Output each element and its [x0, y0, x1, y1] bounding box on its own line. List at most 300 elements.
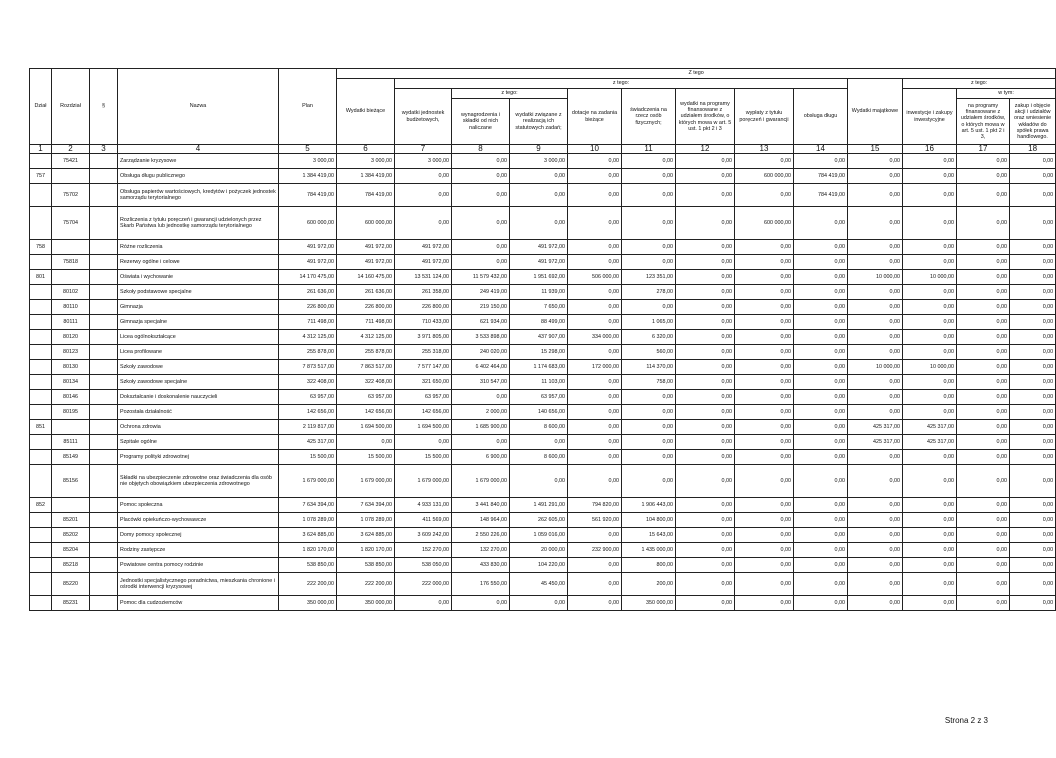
- cell-value: 0,00: [1010, 315, 1056, 330]
- cell-value: 0,00: [957, 207, 1010, 240]
- cell-value: 3 609 242,00: [395, 528, 452, 543]
- cell-value: 15 643,00: [622, 528, 676, 543]
- cell-value: 0,00: [568, 255, 622, 270]
- cell-value: 0,00: [957, 285, 1010, 300]
- cell-value: 0,00: [676, 450, 735, 465]
- cell-paragraf: [90, 240, 118, 255]
- cell-value: 0,00: [676, 300, 735, 315]
- header-z-tego-majatkowe: z tego:: [903, 79, 1056, 89]
- cell-value: 0,00: [676, 315, 735, 330]
- cell-value: 0,00: [794, 573, 848, 596]
- cell-value: 0,00: [848, 300, 903, 315]
- cell-value: 63 957,00: [510, 390, 568, 405]
- table-row: [30, 375, 1056, 390]
- column-number: 16: [903, 145, 957, 154]
- cell-value: 0,00: [903, 169, 957, 184]
- cell-value: 10 000,00: [848, 360, 903, 375]
- cell-value: 0,00: [957, 390, 1010, 405]
- cell-paragraf: [90, 169, 118, 184]
- cell-value: 0,00: [568, 420, 622, 435]
- cell-value: 20 000,00: [510, 543, 568, 558]
- cell-value: 0,00: [622, 465, 676, 498]
- cell-value: 600 000,00: [735, 169, 794, 184]
- cell-rozdzial: 85204: [52, 543, 90, 558]
- cell-nazwa: Rezerwy ogólne i celowe: [118, 255, 279, 270]
- cell-nazwa: Gimnazja specjalne: [118, 315, 279, 330]
- cell-value: 0,00: [735, 420, 794, 435]
- header-rozdzial: Rozdział: [52, 69, 90, 145]
- cell-value: 0,00: [622, 240, 676, 255]
- cell-value: 0,00: [903, 255, 957, 270]
- cell-value: 0,00: [676, 405, 735, 420]
- cell-value: 0,00: [794, 315, 848, 330]
- table-row: [30, 270, 1056, 285]
- cell-value: 0,00: [622, 184, 676, 207]
- cell-value: 0,00: [848, 543, 903, 558]
- column-number: 8: [452, 145, 510, 154]
- cell-rozdzial: [52, 498, 90, 513]
- cell-value: 1 906 443,00: [622, 498, 676, 513]
- cell-value: 538 050,00: [395, 558, 452, 573]
- cell-rozdzial: [52, 420, 90, 435]
- cell-value: 0,00: [794, 375, 848, 390]
- cell-value: 0,00: [510, 465, 568, 498]
- cell-value: 240 020,00: [452, 345, 510, 360]
- cell-value: 0,00: [395, 207, 452, 240]
- cell-value: 538 850,00: [337, 558, 395, 573]
- cell-value: 0,00: [957, 345, 1010, 360]
- cell-value: 0,00: [848, 405, 903, 420]
- cell-value: 0,00: [848, 285, 903, 300]
- cell-value: 0,00: [848, 315, 903, 330]
- column-number: 15: [848, 145, 903, 154]
- cell-value: 0,00: [1010, 528, 1056, 543]
- cell-value: 0,00: [510, 596, 568, 611]
- cell-value: 0,00: [568, 435, 622, 450]
- cell-value: 14 160 475,00: [337, 270, 395, 285]
- cell-value: 0,00: [735, 345, 794, 360]
- cell-value: 0,00: [735, 375, 794, 390]
- cell-rozdzial: [52, 240, 90, 255]
- cell-value: 261 636,00: [279, 285, 337, 300]
- cell-value: 0,00: [1010, 465, 1056, 498]
- cell-value: 0,00: [735, 330, 794, 345]
- cell-paragraf: [90, 498, 118, 513]
- cell-value: 15 500,00: [337, 450, 395, 465]
- cell-value: 0,00: [794, 405, 848, 420]
- cell-value: 0,00: [848, 390, 903, 405]
- cell-value: 0,00: [735, 255, 794, 270]
- cell-value: 0,00: [452, 435, 510, 450]
- cell-value: 600 000,00: [337, 207, 395, 240]
- cell-value: 0,00: [568, 375, 622, 390]
- column-number: 11: [622, 145, 676, 154]
- cell-value: 0,00: [676, 207, 735, 240]
- cell-value: 0,00: [957, 184, 1010, 207]
- cell-dzial: 851: [30, 420, 52, 435]
- cell-value: 10 000,00: [848, 270, 903, 285]
- cell-value: 3 624 885,00: [279, 528, 337, 543]
- header-zakup-akcji: zakup i objęcie akcji i udziałów oraz wniesienie wkładów do spółek prawa handlowego.: [1010, 99, 1056, 145]
- cell-value: 11 103,00: [510, 375, 568, 390]
- cell-value: 0,00: [957, 420, 1010, 435]
- cell-value: 0,00: [1010, 375, 1056, 390]
- cell-value: 425 317,00: [279, 435, 337, 450]
- header-na-programy: na programy finansowane z udziałem środków, o których mowa w art. 5 ust. 1 pkt 2 i 3,: [957, 99, 1010, 145]
- cell-value: 0,00: [794, 450, 848, 465]
- cell-value: 491 972,00: [395, 240, 452, 255]
- header-obsluga-dlugu: obsługa długu: [794, 89, 848, 145]
- column-number: 12: [676, 145, 735, 154]
- cell-value: 222 200,00: [279, 573, 337, 596]
- cell-value: 800,00: [622, 558, 676, 573]
- cell-value: 0,00: [452, 184, 510, 207]
- cell-value: 0,00: [903, 573, 957, 596]
- cell-value: 0,00: [1010, 543, 1056, 558]
- cell-value: 0,00: [903, 513, 957, 528]
- cell-value: 0,00: [794, 465, 848, 498]
- cell-rozdzial: 85156: [52, 465, 90, 498]
- cell-value: 0,00: [735, 154, 794, 169]
- cell-value: 491 972,00: [395, 255, 452, 270]
- cell-value: 0,00: [568, 169, 622, 184]
- cell-value: 0,00: [957, 300, 1010, 315]
- cell-value: 0,00: [568, 390, 622, 405]
- cell-paragraf: [90, 450, 118, 465]
- cell-value: 0,00: [957, 558, 1010, 573]
- cell-value: 0,00: [794, 255, 848, 270]
- cell-value: 0,00: [794, 390, 848, 405]
- cell-paragraf: [90, 558, 118, 573]
- cell-nazwa: Programy polityki zdrowotnej: [118, 450, 279, 465]
- cell-value: 0,00: [622, 450, 676, 465]
- cell-paragraf: [90, 360, 118, 375]
- cell-value: 3 971 805,00: [395, 330, 452, 345]
- header-plan: Plan: [279, 69, 337, 145]
- cell-value: 0,00: [568, 596, 622, 611]
- cell-value: 0,00: [735, 184, 794, 207]
- cell-value: 0,00: [676, 345, 735, 360]
- table-row: [30, 315, 1056, 330]
- cell-value: 0,00: [510, 207, 568, 240]
- cell-value: 0,00: [452, 154, 510, 169]
- cell-value: 0,00: [1010, 513, 1056, 528]
- cell-value: 6 900,00: [452, 450, 510, 465]
- cell-value: 0,00: [1010, 420, 1056, 435]
- cell-value: 0,00: [794, 285, 848, 300]
- cell-value: 0,00: [568, 465, 622, 498]
- cell-value: 425 317,00: [903, 435, 957, 450]
- cell-value: 1 679 000,00: [452, 465, 510, 498]
- cell-value: 0,00: [1010, 360, 1056, 375]
- cell-paragraf: [90, 420, 118, 435]
- cell-value: 0,00: [794, 498, 848, 513]
- cell-value: 0,00: [794, 543, 848, 558]
- cell-value: 0,00: [957, 375, 1010, 390]
- cell-dzial: [30, 255, 52, 270]
- cell-value: 0,00: [568, 285, 622, 300]
- cell-rozdzial: 85149: [52, 450, 90, 465]
- cell-value: 0,00: [794, 345, 848, 360]
- cell-value: 0,00: [735, 300, 794, 315]
- cell-paragraf: [90, 270, 118, 285]
- cell-value: 1 685 900,00: [452, 420, 510, 435]
- cell-value: 0,00: [794, 270, 848, 285]
- cell-value: 0,00: [452, 240, 510, 255]
- cell-value: 0,00: [1010, 558, 1056, 573]
- cell-value: 0,00: [1010, 573, 1056, 596]
- cell-dzial: [30, 465, 52, 498]
- cell-value: 0,00: [848, 255, 903, 270]
- cell-paragraf: [90, 375, 118, 390]
- cell-value: 0,00: [903, 330, 957, 345]
- cell-value: 11 939,00: [510, 285, 568, 300]
- cell-value: 7 577 147,00: [395, 360, 452, 375]
- cell-value: 425 317,00: [848, 420, 903, 435]
- cell-value: 0,00: [1010, 435, 1056, 450]
- cell-value: 3 000,00: [279, 154, 337, 169]
- cell-rozdzial: 85111: [52, 435, 90, 450]
- table-row: [30, 330, 1056, 345]
- cell-value: 0,00: [735, 450, 794, 465]
- cell-paragraf: [90, 435, 118, 450]
- cell-value: 148 964,00: [452, 513, 510, 528]
- cell-value: 0,00: [676, 330, 735, 345]
- table-row: [30, 528, 1056, 543]
- cell-value: 491 972,00: [279, 240, 337, 255]
- cell-value: 425 317,00: [903, 420, 957, 435]
- column-number: 7: [395, 145, 452, 154]
- header-z-tego: Z tego: [337, 69, 1056, 79]
- cell-value: 0,00: [452, 207, 510, 240]
- cell-nazwa: Rodziny zastępcze: [118, 543, 279, 558]
- cell-value: 0,00: [568, 450, 622, 465]
- cell-value: 0,00: [735, 543, 794, 558]
- header-paragraf: §: [90, 69, 118, 145]
- cell-dzial: [30, 513, 52, 528]
- cell-value: 0,00: [794, 240, 848, 255]
- cell-value: 0,00: [1010, 330, 1056, 345]
- cell-value: 7 634 394,00: [337, 498, 395, 513]
- cell-rozdzial: 80102: [52, 285, 90, 300]
- cell-value: 0,00: [452, 390, 510, 405]
- cell-value: 0,00: [622, 435, 676, 450]
- cell-value: 0,00: [735, 435, 794, 450]
- cell-value: 11 579 432,00: [452, 270, 510, 285]
- cell-value: 0,00: [622, 300, 676, 315]
- cell-value: 63 957,00: [395, 390, 452, 405]
- cell-value: 0,00: [676, 169, 735, 184]
- cell-value: 0,00: [395, 169, 452, 184]
- table-row: [30, 513, 1056, 528]
- cell-value: 0,00: [622, 154, 676, 169]
- cell-nazwa: Składki na ubezpieczenie zdrowotne oraz świadczenia dla osób nie objętych obowiązkiem ubezpieczenia zdrowotnego: [118, 465, 279, 498]
- header-wydatki-majatkowe: Wydatki majątkowe: [848, 79, 903, 145]
- cell-value: 6 402 464,00: [452, 360, 510, 375]
- column-number: 1: [30, 145, 52, 154]
- cell-value: 0,00: [957, 169, 1010, 184]
- table-row: [30, 154, 1056, 169]
- cell-value: 0,00: [957, 405, 1010, 420]
- cell-value: 0,00: [903, 596, 957, 611]
- column-number: 10: [568, 145, 622, 154]
- cell-value: 261 358,00: [395, 285, 452, 300]
- cell-value: 0,00: [794, 360, 848, 375]
- cell-dzial: [30, 528, 52, 543]
- cell-paragraf: [90, 184, 118, 207]
- column-numbers-row: [30, 145, 1056, 154]
- cell-value: 0,00: [510, 184, 568, 207]
- cell-value: 350 000,00: [622, 596, 676, 611]
- column-number: 6: [337, 145, 395, 154]
- cell-value: 0,00: [622, 390, 676, 405]
- cell-nazwa: Szpitale ogólne: [118, 435, 279, 450]
- cell-paragraf: [90, 207, 118, 240]
- cell-value: 255 878,00: [337, 345, 395, 360]
- cell-dzial: 757: [30, 169, 52, 184]
- cell-paragraf: [90, 330, 118, 345]
- cell-paragraf: [90, 345, 118, 360]
- cell-value: 0,00: [1010, 300, 1056, 315]
- cell-rozdzial: 75421: [52, 154, 90, 169]
- cell-value: 0,00: [1010, 240, 1056, 255]
- cell-value: 0,00: [568, 573, 622, 596]
- cell-value: 0,00: [1010, 270, 1056, 285]
- cell-paragraf: [90, 596, 118, 611]
- cell-value: 0,00: [794, 330, 848, 345]
- cell-dzial: [30, 360, 52, 375]
- cell-nazwa: Licea ogólnokształcące: [118, 330, 279, 345]
- cell-nazwa: Pomoc dla cudzoziemców: [118, 596, 279, 611]
- cell-value: 0,00: [622, 405, 676, 420]
- cell-value: 152 270,00: [395, 543, 452, 558]
- cell-value: 1 174 683,00: [510, 360, 568, 375]
- cell-value: 0,00: [735, 465, 794, 498]
- cell-value: 0,00: [452, 255, 510, 270]
- table-row: [30, 405, 1056, 420]
- cell-value: 262 605,00: [510, 513, 568, 528]
- cell-value: 0,00: [568, 315, 622, 330]
- cell-value: 0,00: [957, 450, 1010, 465]
- cell-value: 7 863 517,00: [337, 360, 395, 375]
- cell-dzial: [30, 558, 52, 573]
- cell-value: 255 318,00: [395, 345, 452, 360]
- cell-value: 0,00: [903, 375, 957, 390]
- cell-value: 0,00: [794, 528, 848, 543]
- cell-nazwa: Jednostki specjalistycznego poradnictwa, mieszkania chronione i ośrodki interwencji kryzysowej: [118, 573, 279, 596]
- cell-value: 0,00: [848, 528, 903, 543]
- column-number: 3: [90, 145, 118, 154]
- cell-rozdzial: 75702: [52, 184, 90, 207]
- budget-table: [29, 68, 1056, 611]
- cell-value: 8 600,00: [510, 420, 568, 435]
- cell-value: 142 656,00: [279, 405, 337, 420]
- cell-dzial: [30, 450, 52, 465]
- table-row: [30, 465, 1056, 498]
- cell-value: 794 820,00: [568, 498, 622, 513]
- cell-value: 0,00: [957, 573, 1010, 596]
- cell-value: 0,00: [337, 435, 395, 450]
- cell-rozdzial: 75818: [52, 255, 90, 270]
- cell-value: 226 800,00: [337, 300, 395, 315]
- table-row: [30, 435, 1056, 450]
- cell-value: 2 000,00: [452, 405, 510, 420]
- cell-rozdzial: 85220: [52, 573, 90, 596]
- cell-value: 784 419,00: [794, 169, 848, 184]
- cell-value: 0,00: [622, 207, 676, 240]
- cell-value: 1 059 016,00: [510, 528, 568, 543]
- cell-value: 0,00: [676, 420, 735, 435]
- cell-nazwa: Powiatowe centra pomocy rodzinie: [118, 558, 279, 573]
- cell-value: 491 972,00: [510, 255, 568, 270]
- cell-value: 538 850,00: [279, 558, 337, 573]
- table-row: [30, 240, 1056, 255]
- cell-value: 7 650,00: [510, 300, 568, 315]
- cell-value: 142 656,00: [337, 405, 395, 420]
- cell-value: 0,00: [452, 596, 510, 611]
- cell-value: 0,00: [735, 528, 794, 543]
- cell-value: 621 934,00: [452, 315, 510, 330]
- cell-value: 0,00: [1010, 345, 1056, 360]
- cell-value: 0,00: [452, 169, 510, 184]
- cell-value: 0,00: [848, 154, 903, 169]
- cell-value: 334 000,00: [568, 330, 622, 345]
- cell-value: 4 312 125,00: [337, 330, 395, 345]
- cell-value: 222 000,00: [395, 573, 452, 596]
- cell-value: 3 000,00: [510, 154, 568, 169]
- cell-value: 0,00: [848, 345, 903, 360]
- cell-value: 3 624 885,00: [337, 528, 395, 543]
- cell-value: 0,00: [735, 558, 794, 573]
- table-row: [30, 498, 1056, 513]
- cell-value: 0,00: [848, 558, 903, 573]
- table-row: [30, 558, 1056, 573]
- cell-value: 0,00: [568, 184, 622, 207]
- cell-value: 0,00: [957, 513, 1010, 528]
- cell-value: 0,00: [903, 390, 957, 405]
- cell-nazwa: Placówki opiekuńczo-wychowawcze: [118, 513, 279, 528]
- cell-value: 114 370,00: [622, 360, 676, 375]
- table-row: [30, 300, 1056, 315]
- cell-value: 600 000,00: [735, 207, 794, 240]
- cell-value: 0,00: [568, 300, 622, 315]
- cell-value: 249 419,00: [452, 285, 510, 300]
- cell-value: 711 498,00: [279, 315, 337, 330]
- cell-value: 0,00: [395, 596, 452, 611]
- header-wydatki-jednostek: wydatki jednostek budżetowych,: [395, 89, 452, 145]
- cell-rozdzial: 85202: [52, 528, 90, 543]
- cell-value: 0,00: [848, 240, 903, 255]
- cell-value: 0,00: [510, 435, 568, 450]
- cell-value: 0,00: [622, 420, 676, 435]
- cell-dzial: [30, 300, 52, 315]
- cell-value: 600 000,00: [279, 207, 337, 240]
- column-number: 2: [52, 145, 90, 154]
- cell-value: 0,00: [676, 596, 735, 611]
- table-row: [30, 285, 1056, 300]
- header-wydatki-zwiazane: wydatki związane z realizacją ich statutowych zadań;: [510, 99, 568, 145]
- cell-value: 0,00: [848, 330, 903, 345]
- cell-value: 0,00: [957, 435, 1010, 450]
- cell-value: 0,00: [957, 360, 1010, 375]
- cell-paragraf: [90, 465, 118, 498]
- cell-nazwa: Szkoły podstawowe specjalne: [118, 285, 279, 300]
- cell-value: 15 500,00: [395, 450, 452, 465]
- cell-value: 1 078 289,00: [279, 513, 337, 528]
- cell-value: 63 957,00: [337, 390, 395, 405]
- cell-value: 0,00: [957, 528, 1010, 543]
- header-wydatki-biezace: Wydatki bieżące: [337, 79, 395, 145]
